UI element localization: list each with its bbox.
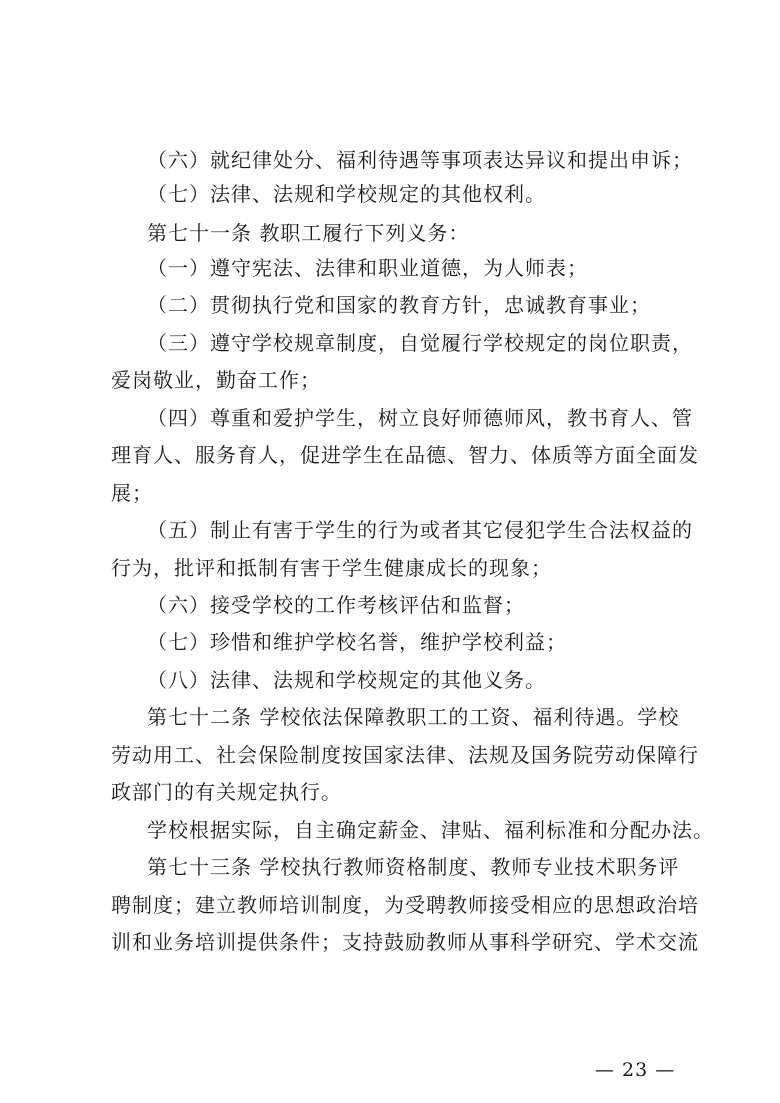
paragraph-line: （七）法律、法规和学校规定的其他权利。	[147, 182, 546, 206]
paragraph-line: （一）遵守宪法、法律和职业道德，为人师表；	[147, 256, 588, 280]
paragraph-line: （四）尊重和爱护学生，树立良好师德师风，教书育人、管	[147, 406, 693, 430]
article-heading-line: 第七十一条 教职工履行下列义务：	[147, 221, 470, 245]
paragraph-line: （七）珍惜和维护学校名誉，维护学校利益；	[147, 630, 567, 654]
paragraph-line: 训和业务培训提供条件；支持鼓励教师从事科学研究、学术交流	[111, 930, 699, 954]
article-heading-line: 第七十三条 学校执行教师资格制度、教师专业技术职务评	[147, 855, 680, 879]
paragraph-line: 行为，批评和抵制有害于学生健康成长的现象；	[111, 556, 552, 580]
paragraph-line: 聘制度；建立教师培训制度，为受聘教师接受相应的思想政治培	[111, 893, 699, 917]
paragraph-line: 展；	[111, 481, 153, 505]
paragraph-line: （五）制止有害于学生的行为或者其它侵犯学生合法权益的	[147, 518, 693, 542]
paragraph-line: 理育人、服务育人，促进学生在品德、智力、体质等方面全面发	[111, 443, 699, 467]
paragraph-line: 政部门的有关规定执行。	[111, 780, 342, 804]
paragraph-line: （六）接受学校的工作考核评估和监督；	[147, 593, 525, 617]
article-heading-line: 第七十二条 学校依法保障教职工的工资、福利待遇。学校	[147, 705, 680, 729]
paragraph-line: （二）贯彻执行党和国家的教育方针，忠诚教育事业；	[147, 293, 651, 317]
paragraph-line: 爱岗敬业，勤奋工作；	[111, 368, 321, 392]
paragraph-line: （三）遵守学校规章制度，自觉履行学校规定的岗位职责，	[147, 331, 693, 355]
paragraph-line: 学校根据实际，自主确定薪金、津贴、福利标准和分配办法。	[147, 818, 714, 842]
paragraph-line: （八）法律、法规和学校规定的其他义务。	[147, 668, 546, 692]
page-number: — 23 —	[595, 1059, 676, 1081]
paragraph-line: 劳动用工、社会保险制度按国家法律、法规及国务院劳动保障行	[111, 743, 699, 767]
paragraph-line: （六）就纪律处分、福利待遇等事项表达异议和提出申诉；	[147, 148, 693, 172]
